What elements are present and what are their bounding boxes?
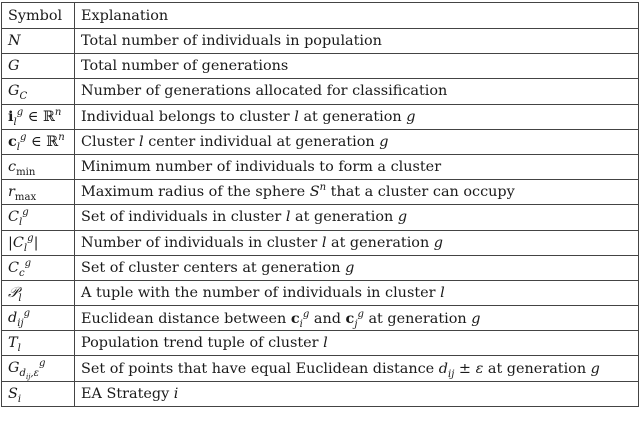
symbol-cell: $C_l^g$ (2, 205, 75, 230)
table-row (2, 180, 639, 205)
explanation-cell: Number of individuals in cluster l at generation g (75, 230, 639, 255)
symbol-cell: $d_{ij}^g$ (2, 306, 75, 331)
explanation-cell: Total number of individuals in population (75, 29, 639, 54)
table-row (2, 356, 639, 381)
explanation-cell: Maximum radius of the sphere $S^n$ that a cluster can occupy (75, 180, 639, 205)
symbol-cell: $C_c^g$ (2, 255, 75, 280)
table-header-row (2, 3, 639, 29)
header-explanation: Explanation (75, 3, 639, 29)
explanation-cell: EA Strategy i (75, 381, 639, 406)
symbol-cell: $G_{d_{ij},\varepsilon}^g$ (2, 356, 75, 381)
table-row (2, 104, 639, 129)
table-row (2, 306, 639, 331)
symbol-cell: $c_l^g$ ∈ ℝ$^n$ (2, 129, 75, 154)
symbol-cell: G (2, 54, 75, 79)
table-row (2, 230, 639, 255)
table-row (2, 154, 639, 179)
table-row (2, 255, 639, 280)
explanation-cell: Set of points that have equal Euclidean distance $d_{ij} \pm \varepsilon$ at generation g (75, 356, 639, 381)
explanation-cell: A tuple with the number of individuals in cluster l (75, 280, 639, 305)
explanation-cell: Set of individuals in cluster l at generation g (75, 205, 639, 230)
table-row (2, 205, 639, 230)
explanation-cell: Cluster l center individual at generation g (75, 129, 639, 154)
table-row (2, 381, 639, 406)
symbol-cell: $c_{min}$ (2, 154, 75, 179)
explanation-cell: Total number of generations (75, 54, 639, 79)
table-row (2, 331, 639, 356)
header-symbol: Symbol (2, 3, 75, 29)
table-row (2, 280, 639, 305)
explanation-cell: Individual belongs to cluster l at generation g (75, 104, 639, 129)
explanation-cell: Population trend tuple of cluster l (75, 331, 639, 356)
table-row (2, 79, 639, 104)
symbol-cell: $i_l^g$ ∈ ℝ$^n$ (2, 104, 75, 129)
explanation-cell: Number of generations allocated for classification (75, 79, 639, 104)
symbol-cell: $T_l$ (2, 331, 75, 356)
explanation-cell: Set of cluster centers at generation g (75, 255, 639, 280)
symbol-cell: $r_{max}$ (2, 180, 75, 205)
table-row (2, 129, 639, 154)
symbol-cell: N (2, 29, 75, 54)
table-row (2, 29, 639, 54)
symbol-cell: $G_C$ (2, 79, 75, 104)
explanation-cell: Minimum number of individuals to form a cluster (75, 154, 639, 179)
symbol-table (1, 2, 639, 407)
explanation-cell: Euclidean distance between $c_i^g$ and $c_j^g$ at generation g (75, 306, 639, 331)
symbol-cell: 𝒫$_l$ (2, 280, 75, 305)
table-row (2, 54, 639, 79)
symbol-cell: $S_i$ (2, 381, 75, 406)
symbol-cell: $|C_l^g|$ (2, 230, 75, 255)
